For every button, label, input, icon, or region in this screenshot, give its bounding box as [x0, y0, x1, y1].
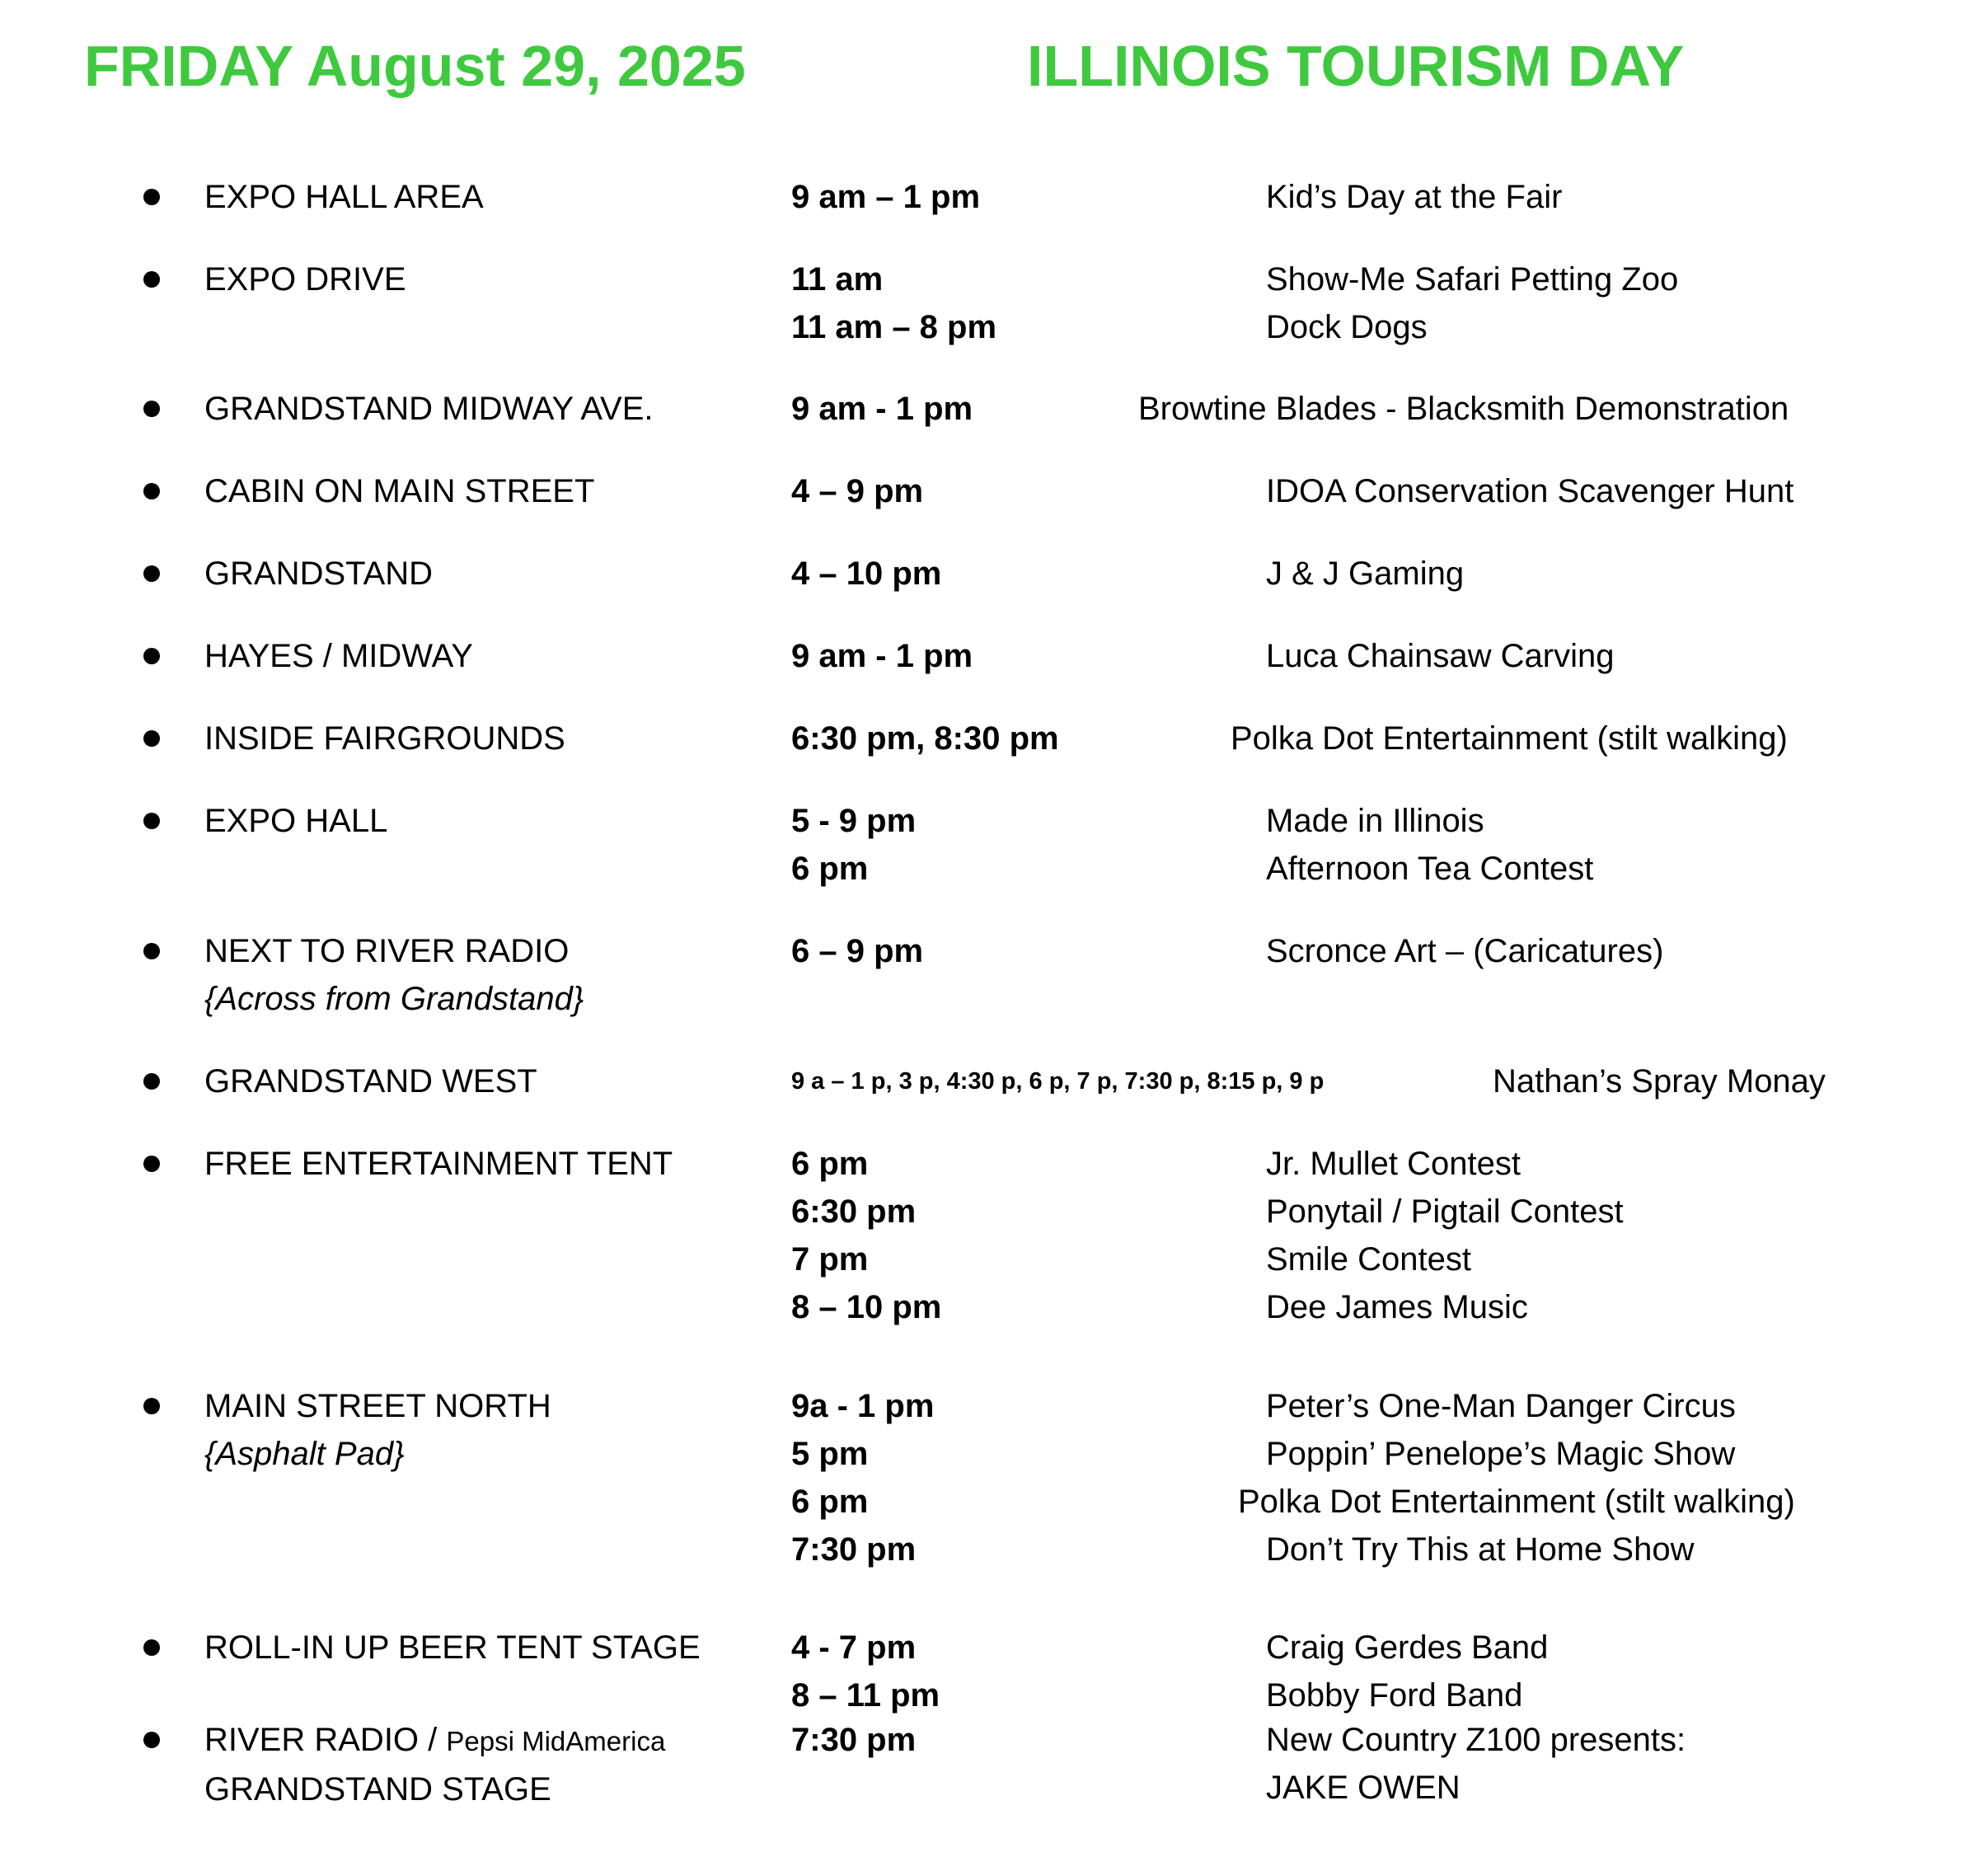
time-label: 5 pm: [791, 1436, 869, 1472]
entry-location: [204, 467, 781, 515]
event-label: Polka Dot Entertainment (stilt walking): [1238, 1484, 1795, 1520]
location-label-small: Pepsi MidAmerica: [446, 1726, 666, 1756]
entry-times: [791, 927, 923, 975]
day-title: ILLINOIS TOURISM DAY: [1027, 34, 1685, 98]
entry-times: [791, 632, 973, 680]
entry-times: [791, 385, 973, 433]
entry-location: [204, 550, 781, 598]
event-label: Poppin’ Penelope’s Magic Show: [1266, 1436, 1736, 1472]
event-label: Made in Illinois: [1266, 803, 1484, 839]
event-label: JAKE OWEN: [1266, 1770, 1461, 1806]
time-label: 9 am – 1 pm: [791, 179, 981, 215]
location-label: ROLL-IN UP BEER TENT STAGE: [204, 1629, 701, 1666]
location-label: EXPO DRIVE: [204, 261, 406, 298]
event-label: IDOA Conservation Scavenger Hunt: [1266, 473, 1794, 509]
location-label: GRANDSTAND WEST: [204, 1063, 537, 1099]
time-label: 6:30 pm, 8:30 pm: [791, 720, 1059, 757]
time-label: 9 am - 1 pm: [791, 638, 973, 674]
entry-times: [791, 256, 996, 351]
bullet-icon: [143, 730, 160, 747]
event-label: Craig Gerdes Band: [1266, 1629, 1549, 1666]
entry-location: [204, 256, 781, 303]
event-label: J & J Gaming: [1266, 556, 1465, 592]
event-label: Don’t Try This at Home Show: [1266, 1531, 1695, 1568]
bullet-icon: [143, 271, 160, 288]
time-label: 6 – 9 pm: [791, 933, 924, 969]
entry-times: [791, 467, 923, 515]
time-label: 8 – 10 pm: [791, 1289, 942, 1325]
location-label: GRANDSTAND: [204, 556, 434, 592]
bullet-icon: [143, 401, 160, 417]
bullet-icon: [143, 483, 160, 499]
entry-location: [204, 173, 781, 221]
event-label: New Country Z100 presents:: [1266, 1722, 1686, 1758]
time-label: 6 pm: [791, 1484, 869, 1520]
time-label: 11 am – 8 pm: [791, 309, 997, 345]
entry-times: [791, 1057, 1324, 1105]
entry-times: [791, 1716, 916, 1812]
location-label: RIVER RADIO /: [204, 1722, 447, 1758]
event-label: Scronce Art – (Caricatures): [1266, 933, 1664, 969]
time-label: 4 – 10 pm: [791, 556, 942, 592]
bullet-icon: [143, 813, 160, 829]
location-label: EXPO HALL: [204, 803, 388, 839]
time-label: 6:30 pm: [791, 1193, 917, 1230]
location-label: FREE ENTERTAINMENT TENT: [204, 1146, 673, 1182]
time-label: 7 pm: [791, 1241, 869, 1278]
event-label: Nathan’s Spray Monay: [1493, 1063, 1826, 1099]
location-label: GRANDSTAND MIDWAY AVE.: [204, 391, 654, 427]
location-label: EXPO HALL AREA: [204, 179, 484, 215]
bullet-icon: [143, 189, 160, 205]
event-label: Jr. Mullet Contest: [1266, 1146, 1521, 1182]
bullet-icon: [143, 565, 160, 582]
entry-times: [791, 1624, 940, 1719]
bullet-icon: [143, 648, 160, 664]
time-label: 5 - 9 pm: [791, 803, 917, 839]
entry-times: [791, 1382, 934, 1573]
sublocation-label: {Asphalt Pad}: [204, 1436, 405, 1472]
event-label: Afternoon Tea Contest: [1266, 851, 1594, 887]
time-label: 4 – 9 pm: [791, 473, 924, 509]
event-label: Dock Dogs: [1266, 309, 1428, 345]
entry-times: [791, 1140, 941, 1331]
entry-times: [791, 550, 941, 598]
entry-location: [204, 715, 781, 762]
event-label: Smile Contest: [1266, 1241, 1471, 1278]
event-label: Ponytail / Pigtail Contest: [1266, 1193, 1624, 1230]
time-label: 11 am: [791, 261, 884, 298]
entry-location: [204, 1140, 781, 1188]
time-label: 6 pm: [791, 1146, 869, 1182]
event-label: Dee James Music: [1266, 1289, 1528, 1325]
entry-times: [791, 173, 980, 221]
event-label: Luca Chainsaw Carving: [1266, 638, 1615, 674]
entry-location: [204, 927, 781, 1023]
location-label: HAYES / MIDWAY: [204, 638, 473, 674]
entry-location: [204, 385, 781, 433]
entry-location: [204, 1716, 781, 1813]
location-label: MAIN STREET NORTH: [204, 1388, 551, 1424]
bullet-icon: [143, 1398, 160, 1414]
time-label: 4 - 7 pm: [791, 1629, 917, 1666]
time-label: 7:30 pm: [791, 1531, 917, 1568]
sublocation-label: {Across from Grandstand}: [204, 981, 584, 1017]
time-label: 6 pm: [791, 851, 869, 887]
event-label: Polka Dot Entertainment (stilt walking): [1231, 720, 1788, 757]
event-label: Browtine Blades - Blacksmith Demonstration: [1138, 391, 1789, 427]
entry-location: [204, 1057, 781, 1105]
location-label: INSIDE FAIRGROUNDS: [204, 720, 565, 757]
bullet-icon: [143, 1073, 160, 1090]
entry-times: [791, 715, 1059, 762]
time-label: 8 – 11 pm: [791, 1677, 940, 1714]
time-label: 9a - 1 pm: [791, 1388, 935, 1424]
entry-times: [791, 797, 916, 893]
location-label: CABIN ON MAIN STREET: [204, 473, 595, 509]
date-title: FRIDAY August 29, 2025: [84, 34, 746, 98]
location-label: NEXT TO RIVER RADIO: [204, 933, 570, 969]
entry-location: [204, 632, 781, 680]
event-label: Kid’s Day at the Fair: [1266, 179, 1563, 215]
time-label: 9 am - 1 pm: [791, 391, 973, 427]
bullet-icon: [143, 943, 160, 959]
time-label: 9 a – 1 p, 3 p, 4:30 p, 6 p, 7 p, 7:30 p, 8:15 p, 9 p: [791, 1068, 1325, 1095]
entry-location: [204, 797, 781, 845]
time-label: [791, 1764, 916, 1812]
bullet-icon: [143, 1156, 160, 1172]
page-header: [0, 33, 1988, 115]
time-label: 7:30 pm: [791, 1722, 917, 1758]
bullet-icon: [143, 1732, 160, 1748]
entry-location: [204, 1624, 781, 1671]
event-label: Show-Me Safari Petting Zoo: [1266, 261, 1679, 298]
bullet-icon: [143, 1639, 160, 1656]
event-label: Peter’s One-Man Danger Circus: [1266, 1388, 1736, 1424]
event-label: Bobby Ford Band: [1266, 1677, 1523, 1714]
entry-location: [204, 1382, 781, 1478]
location-label-line2: GRANDSTAND STAGE: [204, 1771, 551, 1807]
